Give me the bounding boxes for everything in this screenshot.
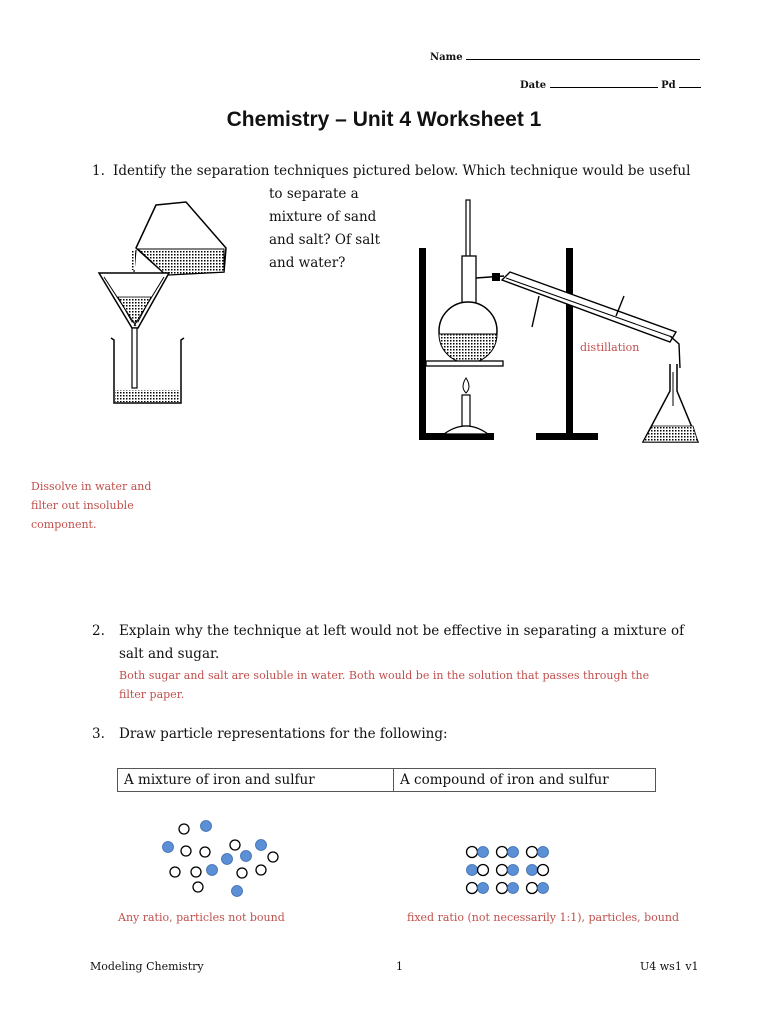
pd-label: Pd <box>661 80 676 91</box>
name-line[interactable] <box>466 47 700 60</box>
name-label: Name <box>430 52 463 63</box>
sulfur-particle <box>191 867 201 877</box>
sulfur-particle <box>170 867 180 877</box>
sulfur-particle <box>256 865 266 875</box>
sulfur-particle <box>193 882 203 892</box>
iron-particle <box>241 851 252 862</box>
iron-particle <box>232 886 243 897</box>
iron-particle <box>222 854 233 865</box>
iron-particle <box>256 840 267 851</box>
q1-wrap-3: and salt? Of salt <box>269 232 380 248</box>
q1-text: Identify the separation techniques pictured below. Which technique would be useful <box>113 163 691 179</box>
q2-text-line-2: salt and sugar. <box>119 646 220 662</box>
sulfur-particle <box>230 840 240 850</box>
q2-text-line-1: Explain why the technique at left would not be effective in separating a mixture of <box>119 623 685 639</box>
q2-number: 2. <box>92 623 105 639</box>
filtration-answer-line-3: component. <box>31 518 97 531</box>
pouring-beaker <box>136 202 226 275</box>
iron-particle <box>163 842 174 853</box>
sulfur-particle <box>237 868 247 878</box>
mixture-column-header: A mixture of iron and sulfur <box>118 769 394 792</box>
date-line[interactable] <box>550 75 658 88</box>
q2-answer-line-2: filter paper. <box>119 688 185 701</box>
date-field <box>520 75 701 91</box>
fes-unit <box>467 847 489 858</box>
particle-table-header-row <box>118 769 656 792</box>
fes-unit <box>497 847 519 858</box>
footer-page-number: 1 <box>396 960 403 973</box>
iron-particle <box>207 865 218 876</box>
pour-liquid <box>131 250 135 270</box>
pd-line[interactable] <box>679 75 701 88</box>
condenser <box>476 272 680 368</box>
compound-column-header: A compound of iron and sulfur <box>394 769 656 792</box>
footer-left: Modeling Chemistry <box>90 960 204 973</box>
name-field <box>430 47 700 63</box>
compound-answer: fixed ratio (not necessarily 1:1), particles, bound <box>407 911 679 924</box>
q3-number: 3. <box>92 726 105 742</box>
fes-unit <box>527 847 549 858</box>
particle-table <box>117 768 656 792</box>
q3-text: Draw particle representations for the following: <box>119 726 448 742</box>
q1-wrap-4: and water? <box>269 255 346 271</box>
date-label: Date <box>520 80 547 91</box>
sulfur-particle <box>200 847 210 857</box>
distilling-flask <box>439 256 497 363</box>
filtration-answer-line-2: filter out insoluble <box>31 499 134 512</box>
filtration-illustration <box>96 200 271 410</box>
fes-unit <box>467 865 489 876</box>
compound-particles <box>460 840 560 900</box>
filtration-answer-line-1: Dissolve in water and <box>31 480 152 493</box>
q2-answer-line-1: Both sugar and salt are soluble in water. Both would be in the solution that passes through the <box>119 669 650 682</box>
mixture-answer: Any ratio, particles not bound <box>118 911 285 924</box>
sulfur-particle <box>181 846 191 856</box>
sulfur-particle <box>179 824 189 834</box>
fes-unit <box>497 865 519 876</box>
funnel <box>99 273 169 388</box>
bunsen-burner <box>444 378 488 434</box>
fes-unit <box>497 883 519 894</box>
distillation-answer: distillation <box>580 341 640 354</box>
q1-wrap-1: to separate a <box>269 186 359 202</box>
fes-unit <box>467 883 489 894</box>
iron-particle <box>201 821 212 832</box>
mixture-particles <box>155 814 285 904</box>
q1-number: 1. <box>92 163 105 179</box>
page-title: Chemistry – Unit 4 Worksheet 1 <box>226 108 542 131</box>
distillation-illustration <box>414 196 706 446</box>
sulfur-particle <box>268 852 278 862</box>
footer-right: U4 ws1 v1 <box>640 960 699 973</box>
fes-unit <box>527 883 549 894</box>
receiving-flask <box>643 364 698 442</box>
receiving-beaker <box>111 338 184 403</box>
support-ring <box>426 361 503 366</box>
fes-unit <box>527 865 549 876</box>
q1-wrap-2: mixture of sand <box>269 209 377 225</box>
